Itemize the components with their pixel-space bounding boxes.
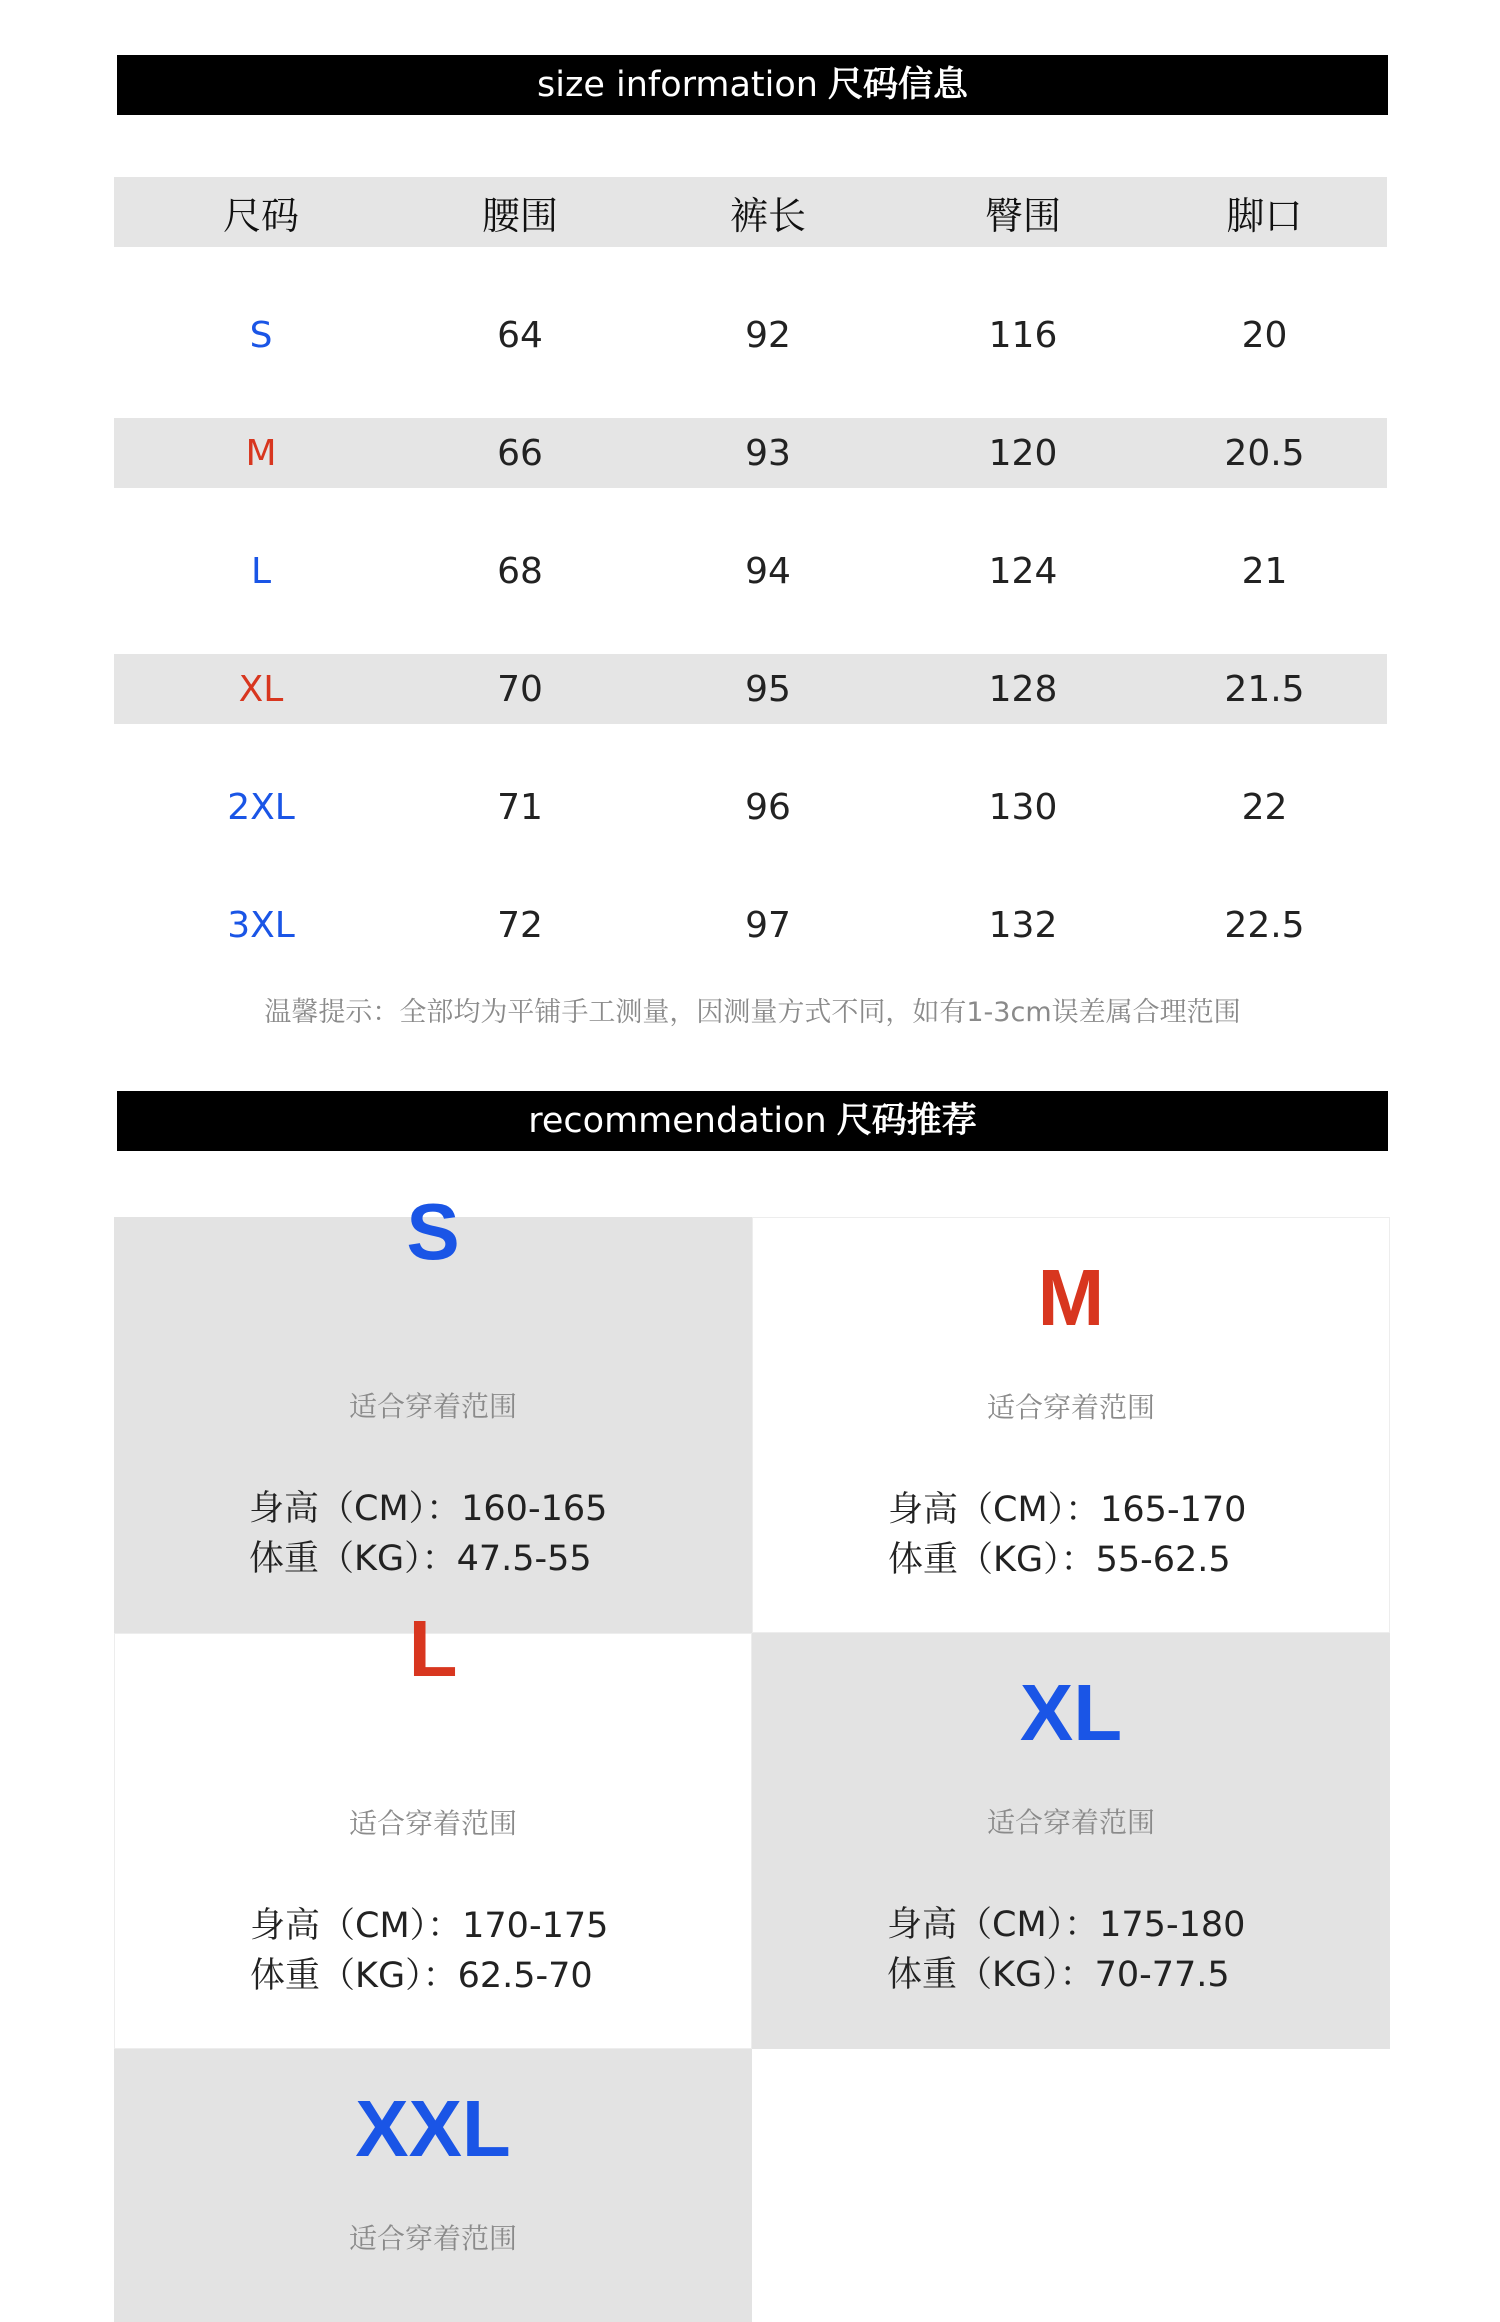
row-length: 93 — [745, 432, 791, 474]
recommendation-card — [752, 1217, 1390, 1633]
table-row — [114, 890, 1387, 960]
size-information-title-en: size information — [536, 65, 818, 105]
recommendation-range-label: 适合穿着范围 — [348, 1390, 517, 1423]
recommendation-size: XXL — [355, 2084, 511, 2173]
row-hem: 22.5 — [1224, 904, 1305, 946]
row-length: 97 — [745, 904, 791, 946]
size-information-title-zh: 尺码信息 — [827, 65, 968, 105]
header-size: 尺码 — [222, 193, 299, 238]
header-waist: 腰围 — [481, 193, 558, 238]
recommendation-range-label: 适合穿着范围 — [986, 1806, 1155, 1839]
recommendation-title-en: recommendation — [528, 1101, 827, 1141]
row-hem: 20.5 — [1224, 432, 1305, 474]
recommendation-range-label: 适合穿着范围 — [348, 2222, 517, 2255]
size-table-header — [114, 177, 1387, 247]
recommendation-weight: 体重（KG）：55-62.5 — [888, 1540, 1231, 1580]
recommendation-range-label: 适合穿着范围 — [348, 1807, 517, 1840]
row-size-label: S — [249, 314, 273, 356]
row-hip: 130 — [988, 786, 1058, 828]
header-hip: 臀围 — [984, 193, 1061, 238]
table-row — [114, 300, 1387, 370]
row-hip: 116 — [988, 314, 1058, 356]
recommendation-weight: 体重（KG）：62.5-70 — [250, 1956, 593, 1996]
recommendation-size: L — [408, 1604, 458, 1693]
recommendation-size: S — [406, 1187, 460, 1276]
row-waist: 66 — [497, 432, 543, 474]
row-hem: 20 — [1241, 314, 1288, 356]
recommendation-height: 身高（CM）：175-180 — [887, 1905, 1246, 1945]
measurement-tip: 温馨提示：全部均为平铺手工测量，因测量方式不同，如有1-3cm误差属合理范围 — [264, 997, 1241, 1028]
row-hip: 124 — [988, 550, 1058, 592]
row-size-label: L — [250, 550, 272, 592]
row-waist: 70 — [497, 668, 543, 710]
header-hem: 脚口 — [1226, 193, 1303, 238]
recommendation-height: 身高（CM）：170-175 — [250, 1906, 609, 1946]
recommendation-grid — [114, 1187, 1390, 2322]
row-hip: 120 — [988, 432, 1058, 474]
row-waist: 72 — [497, 904, 543, 946]
recommendation-weight: 体重（KG）：47.5-55 — [249, 1539, 592, 1579]
table-row — [114, 418, 1387, 488]
row-hip: 132 — [988, 904, 1058, 946]
row-hem: 21 — [1241, 550, 1288, 592]
table-row — [114, 536, 1387, 606]
row-length: 92 — [745, 314, 791, 356]
recommendation-card — [114, 1187, 752, 1633]
recommendation-card — [114, 2049, 752, 2322]
row-waist: 64 — [497, 314, 543, 356]
size-table — [114, 177, 1387, 960]
row-size-label: 2XL — [227, 786, 295, 828]
row-size-label: XL — [238, 668, 284, 710]
size-information-banner — [117, 55, 1388, 115]
recommendation-size: XL — [1019, 1668, 1123, 1757]
header-length: 裤长 — [729, 193, 806, 238]
row-length: 95 — [745, 668, 791, 710]
row-size-label: M — [245, 432, 277, 474]
recommendation-card — [752, 1633, 1390, 2049]
recommendation-height: 身高（CM）：160-165 — [249, 1489, 608, 1529]
table-row — [114, 772, 1387, 842]
row-length: 94 — [745, 550, 791, 592]
row-hem: 22 — [1241, 786, 1288, 828]
row-size-label: 3XL — [227, 904, 295, 946]
recommendation-range-label: 适合穿着范围 — [986, 1391, 1155, 1424]
row-hem: 21.5 — [1224, 668, 1305, 710]
recommendation-card — [114, 1604, 752, 2049]
row-waist: 68 — [497, 550, 543, 592]
recommendation-banner — [117, 1091, 1388, 1151]
recommendation-size: M — [1037, 1253, 1105, 1342]
recommendation-height: 身高（CM）：165-170 — [888, 1490, 1247, 1530]
row-hip: 128 — [988, 668, 1058, 710]
row-length: 96 — [745, 786, 791, 828]
table-row — [114, 654, 1387, 724]
row-waist: 71 — [497, 786, 543, 828]
recommendation-title-zh: 尺码推荐 — [836, 1101, 977, 1141]
recommendation-weight: 体重（KG）：70-77.5 — [887, 1955, 1230, 1995]
